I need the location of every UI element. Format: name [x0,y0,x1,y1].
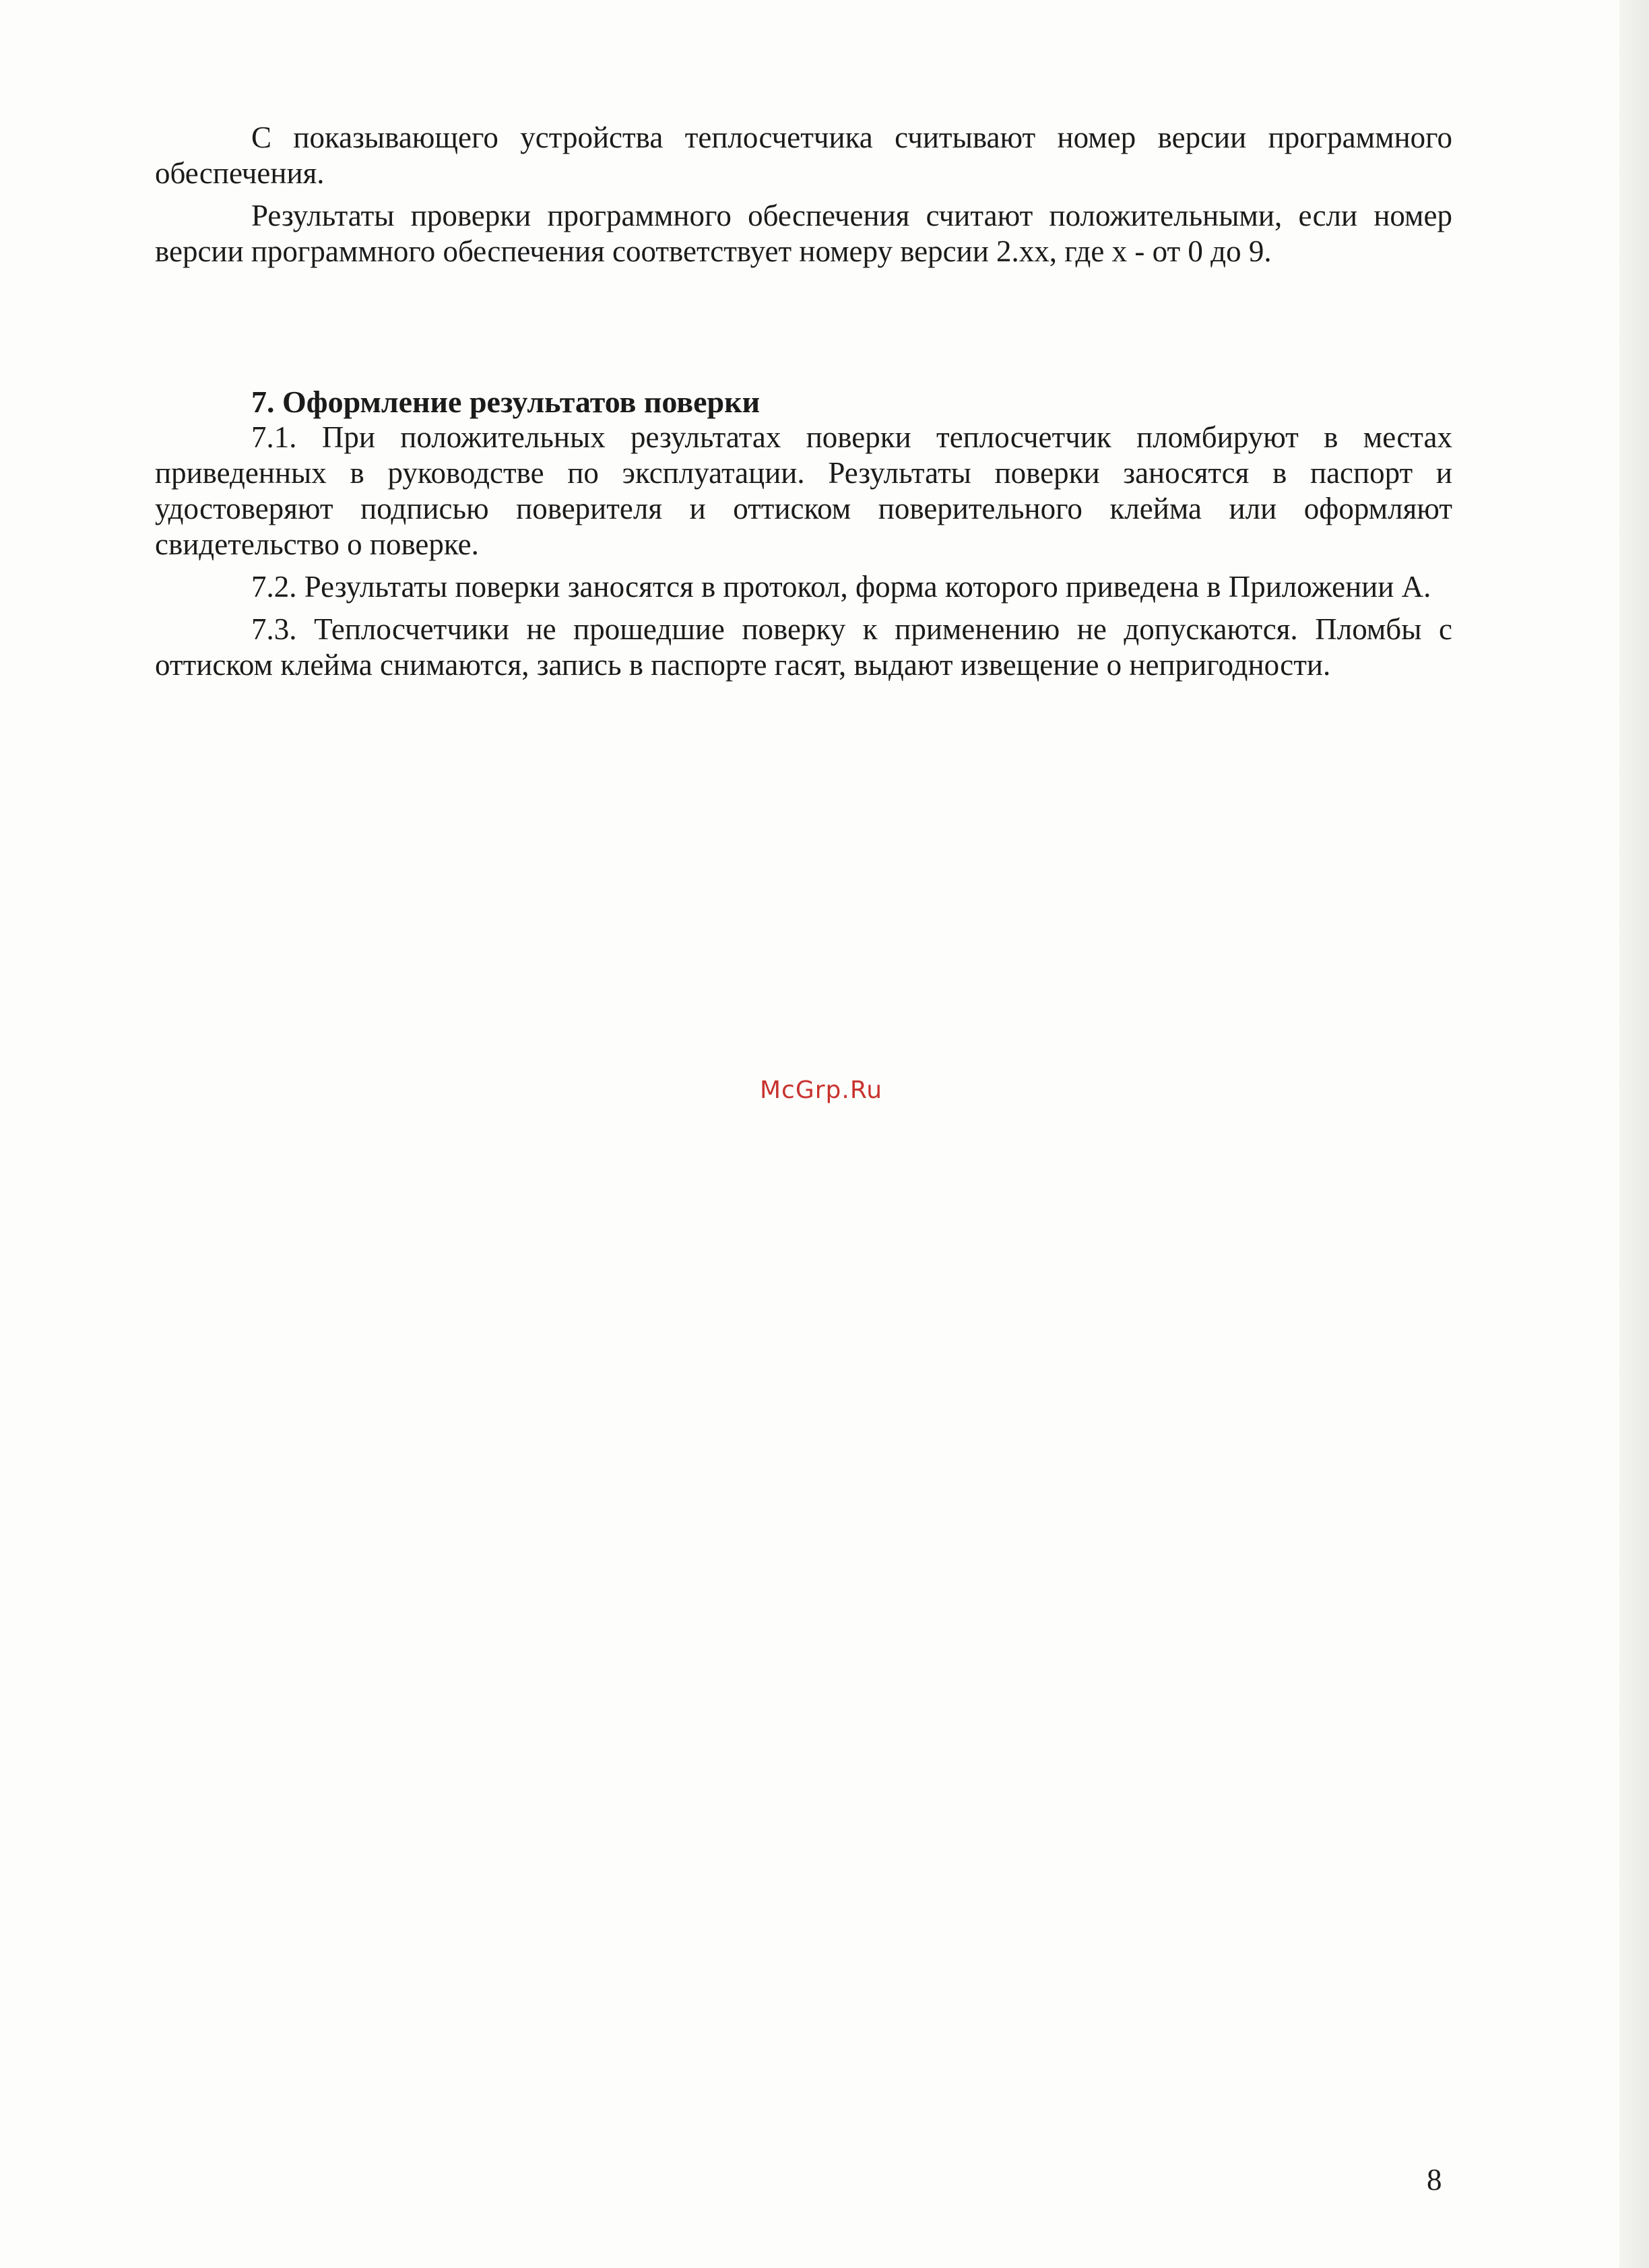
scan-edge [1619,0,1649,2268]
section-heading: 7. Оформление результатов поверки [251,385,761,419]
paragraph-7-2: 7.2. Результаты поверки заносятся в протокол, форма которого приведена в Приложении А. [251,570,1431,604]
paragraph-software-version: С показывающего устройства теплосчетчика считывают номер версии программного обеспечения. [155,121,1452,190]
paragraph-software-check-result: Результаты проверки программного обеспечения считают положительными, если номер версии программного обеспечения соответствует номеру версии 2.xx, где x - от 0 до 9. [155,199,1452,268]
watermark-link[interactable]: McGrp.Ru [760,1076,883,1104]
paragraph-7-1: 7.1. При положительных результатах поверки теплосчетчик пломбируют в местах приведенных в руководстве по эксплуатации. Результаты поверки заносятся в паспорт и удостоверяют подписью поверителя и оттиском поверительного клейма или оформляют свидетельство о поверке. [155,420,1452,561]
paragraph-7-3: 7.3. Теплосчетчики не прошедшие поверку к применению не допускаются. Пломбы с оттиском клейма снимаются, запись в паспорте гасят, выдают извещение о непригодности. [155,612,1452,682]
intro-text [155,120,1452,276]
page-number: 8 [1427,2163,1442,2197]
section-7 [155,384,1452,690]
